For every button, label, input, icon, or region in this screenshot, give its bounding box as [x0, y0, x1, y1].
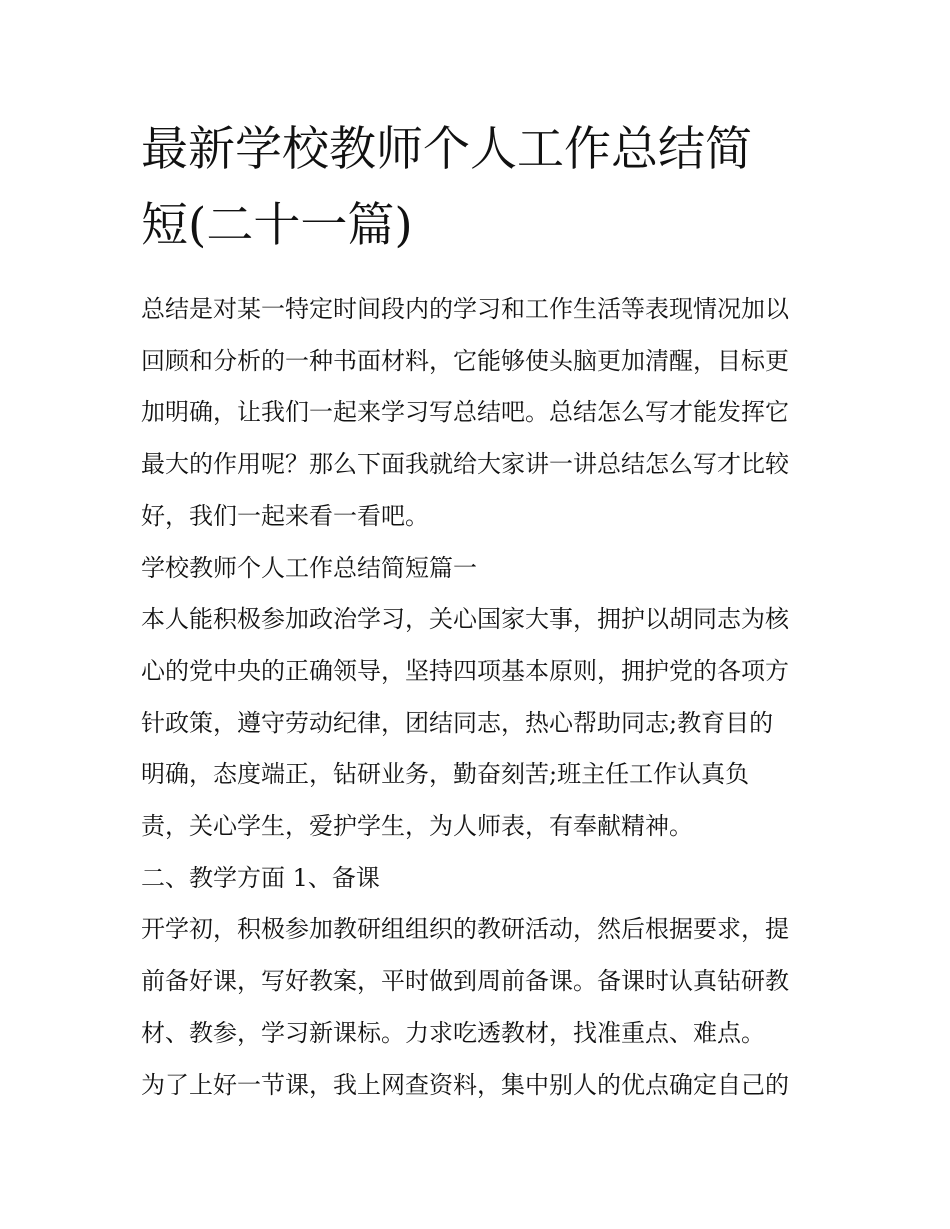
subsection-heading [141, 853, 813, 905]
body-paragraph [141, 904, 813, 1111]
title-line: 最新学校教师个人工作总结简 [141, 122, 752, 177]
text-line: 学校教师个人工作总结简短篇一 [141, 553, 477, 582]
intro-paragraph [141, 284, 813, 543]
text-line: 为了上好一节课，我上网查资料，集中别人的优点确定自己的 [141, 1070, 789, 1099]
text-line: 最大的作用呢？那么下面我就给大家讲一讲总结怎么写才比较 [141, 450, 789, 479]
text-line: 总结是对某一特定时间段内的学习和工作生活等表现情况加以 [141, 295, 789, 323]
document-title [141, 112, 813, 264]
text-line: 回顾和分析的一种书面材料，它能够使头脑更加清醒，目标更 [141, 346, 789, 375]
body-paragraph [141, 594, 813, 853]
text-line: 开学初，积极参加教研组组织的教研活动，然后根据要求，提 [141, 915, 789, 944]
document-body [141, 112, 813, 1111]
text-line: 好，我们一起来看一看吧。 [141, 501, 429, 530]
text-line: 二、教学方面 1、备课 [141, 863, 380, 892]
text-line: 责，关心学生，爱护学生，为人师表，有奉献精神。 [141, 812, 693, 841]
text-line: 前备好课，写好教案，平时做到周前备课。备课时认真钻研教 [141, 967, 789, 996]
text-line: 本人能积极参加政治学习，关心国家大事，拥护以胡同志为核 [141, 605, 789, 634]
text-line: 针政策，遵守劳动纪律，团结同志，热心帮助同志;教育目的 [141, 708, 774, 737]
section-heading [141, 543, 813, 595]
text-line: 心的党中央的正确领导，坚持四项基本原则，拥护党的各项方 [141, 656, 789, 685]
text-line: 加明确，让我们一起来学习写总结吧。总结怎么写才能发挥它 [141, 398, 789, 427]
title-line: 短(二十一篇) [141, 198, 413, 253]
text-line: 材、教参，学习新课标。力求吃透教材，找准重点、难点。 [141, 1018, 765, 1047]
text-line: 明确，态度端正，钻研业务，勤奋刻苦;班主任工作认真负 [141, 760, 750, 789]
